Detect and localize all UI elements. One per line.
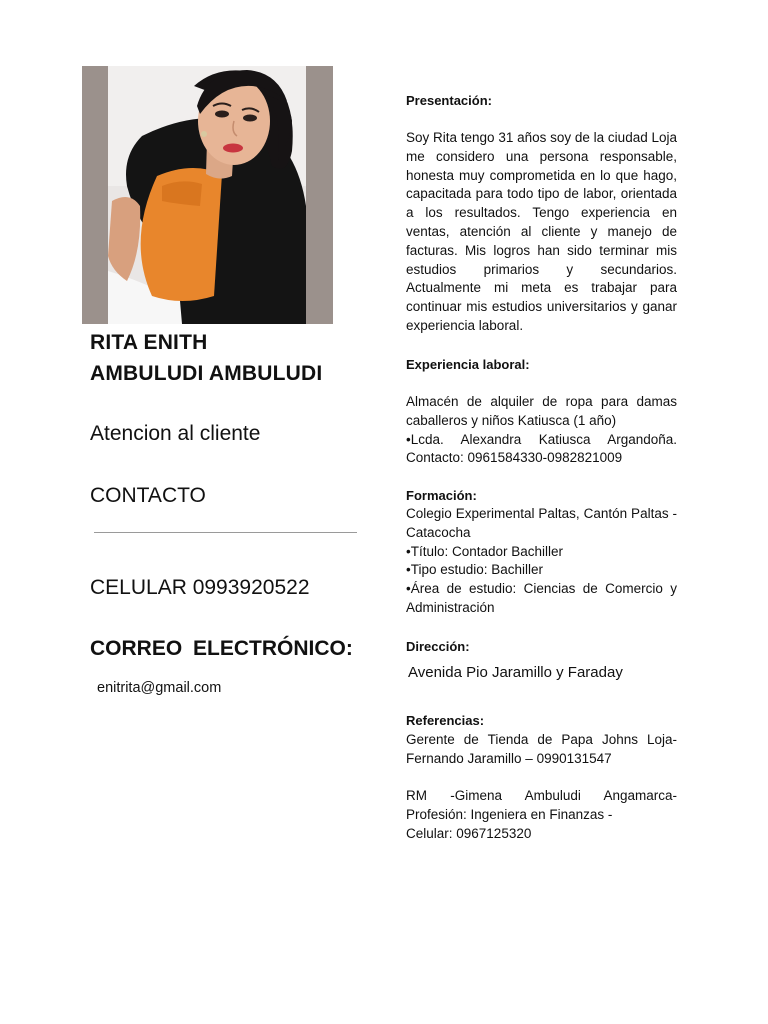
referencia-2-line3: Celular: 0967125320 bbox=[406, 825, 532, 841]
profile-photo-illustration bbox=[82, 66, 333, 324]
referencia-spacer bbox=[406, 769, 677, 788]
direccion-heading: Dirección: bbox=[406, 639, 470, 654]
formacion-line1: Colegio Experimental Paltas, Cantón Paltas - Catacocha bbox=[406, 506, 677, 540]
direccion-text: Avenida Pio Jaramillo y Faraday bbox=[408, 664, 623, 681]
experiencia-section bbox=[406, 393, 677, 468]
presentacion-text: Soy Rita tengo 31 años soy de la ciudad Loja me considero una persona responsable, honesta muy comprometida en lo que hago, capacitada para todo tipo de labor, orientada a los resultados. Tengo experiencia en ventas, atención al cliente y manejo de facturas. Mis logros han sido terminar mis estudios primarios y secundarios. Actualmente mi meta es trabajar para continuar mis estudios universitarios y ganar experiencia laboral. bbox=[406, 130, 677, 333]
contact-heading: CONTACTO bbox=[90, 484, 206, 507]
experiencia-line3: Contacto: 0961584330-0982821009 bbox=[406, 450, 623, 466]
referencias-heading: Referencias: bbox=[406, 713, 485, 728]
divider-line bbox=[94, 532, 357, 533]
formacion-line2: •Título: Contador Bachiller bbox=[406, 543, 564, 559]
experiencia-heading: Experiencia laboral: bbox=[406, 357, 530, 372]
experiencia-line2: •Lcda. Alexandra Katiusca Argandoña. bbox=[406, 431, 677, 447]
referencia-1: Gerente de Tienda de Papa Johns Loja-Fernando Jaramillo – 0990131547 bbox=[406, 732, 677, 766]
formacion-heading: Formación: bbox=[406, 488, 477, 503]
experiencia-line1: Almacén de alquiler de ropa para damas caballeros y niños Katiusca (1 año) bbox=[406, 394, 677, 428]
name-last: AMBULUDI AMBULUDI bbox=[90, 362, 323, 385]
presentacion-section bbox=[406, 129, 677, 336]
phone-number: CELULAR 0993920522 bbox=[90, 576, 310, 599]
profile-photo bbox=[82, 66, 333, 324]
formacion-line4: •Área de estudio: Ciencias de Comercio y Administración bbox=[406, 581, 677, 615]
job-role: Atencion al cliente bbox=[90, 422, 261, 445]
referencia-2-line1: RM -Gimena Ambuludi Angamarca- bbox=[406, 788, 677, 804]
email-address: enitrita@gmail.com bbox=[97, 680, 222, 696]
referencia-2-line2: Profesión: Ingeniera en Finanzas - bbox=[406, 807, 613, 823]
name-first: RITA ENITH bbox=[90, 331, 208, 354]
presentacion-heading: Presentación: bbox=[406, 93, 492, 108]
email-heading: CORREO ELECTRÓNICO: bbox=[90, 637, 353, 660]
referencias-section bbox=[406, 731, 677, 844]
formacion-section bbox=[406, 505, 677, 618]
formacion-line3: •Tipo estudio: Bachiller bbox=[406, 562, 544, 578]
